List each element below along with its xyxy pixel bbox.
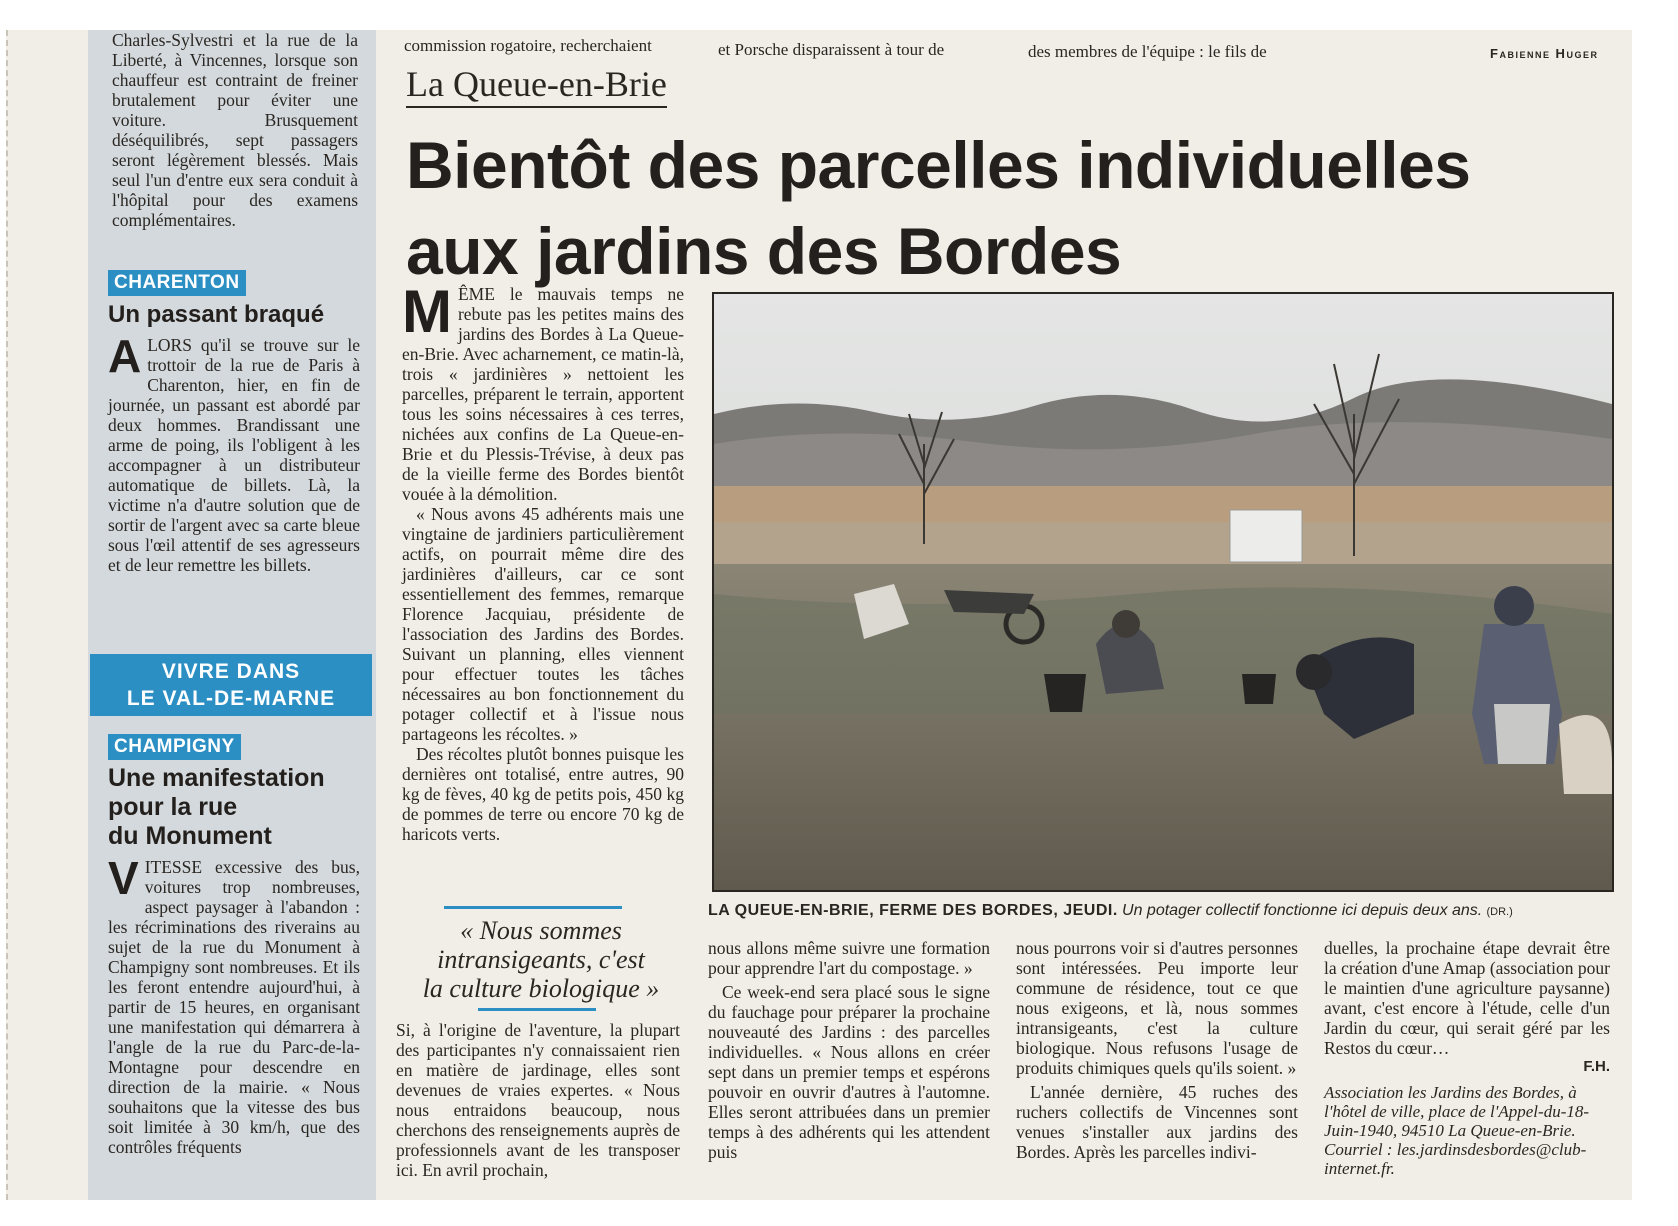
lead-dropcap: M [402,278,452,345]
pull-quote-line1: « Nous sommes [460,916,622,945]
champigny-title-line3: du Monument [108,822,272,850]
newspaper-page [6,30,1632,1200]
association-info: Association les Jardins des Bordes, à l'hôtel de ville, place de l'Appel-du-18-Juin-1940, 94510 La Queue-en-Brie. Courriel : les.jardinsdesbordes@club-internet.fr. [1324,1083,1590,1178]
charenton-title: Un passant braqué [108,301,325,328]
kicker: La Queue-en-Brie [406,64,667,108]
sidebar-intro-text: Charles-Sylvestri et la rue de la Liberté, à Vincennes, lorsque son chauffeur est contraint de freiner brutalement pour éviter une voiture. Brusquement déséquilibrés, sept passagers seront légèrement blessés. Mais seul l'un d'entre eux sera conduit à l'hôpital pour des examens complémentaires. [112,30,358,230]
caption-credit: (DR.) [1486,906,1513,918]
article-column-3 [1016,938,1298,1162]
section-banner [90,654,372,716]
charenton-dropcap: A [108,330,142,382]
top-snippet-col3: des membres de l'équipe : le fils de [1028,42,1267,61]
paragraph-3: Des récoltes plutôt bonnes puisque les dernières ont totalisé, entre autres, 90 kg de fèves, 40 kg de petits pois, 450 kg de pommes de terre ou encore 70 kg de haricots verts. [402,744,684,844]
pull-quote-line3: la culture biologique » [422,974,660,1003]
headline-line1: Bientôt des parcelles individuelles [406,128,1471,202]
charenton-text-block [108,330,360,575]
paragraph-2: « Nous avons 45 adhérents mais une vingtaine de jardiniers particulièrement actifs, on pourrait même dire des jardinières d'ailleurs, car ce sont essentiellement des femmes, remarque Florence Jacquiau, présidente de l'association des Jardins des Bordes. Suivant un planning, elles viennent pour effectuer toutes les tâches nécessaires au bon fonctionnement du potager collectif et à l'issue nous partageons les récoltes. » [402,504,684,744]
charenton-text: LORS qu'il se trouve sur le trottoir de la rue de Paris à Charenton, hier, en fin de journée, un passant est abordé par deux hommes. Brandissant une arme de poing, ils l'obligent à les accompagner à un distributeur automatique de billets. Là, la victime n'a d'autre solution que de sortir de l'argent avec sa carte bleue sous l'œil attentif de ses agresseurs et de leur remettre les billets. [108,335,360,575]
paragraph-4: Si, à l'origine de l'aventure, la plupart des participantes n'y connaissaient rien en matière de jardinage, elles sont devenues de vraies expertes. « Nous nous entraidons beaucoup, nous cherchons des renseignements auprès de professionnels avant de les transposer ici. En avril prochain, [396,1020,680,1180]
headline-line2: aux jardins des Bordes [406,214,1122,288]
byline: Fabienne Huger [1490,46,1599,61]
pull-quote [410,916,672,1003]
pull-quote-line2: intransigeants, c'est [437,945,645,974]
author-signature: F.H. [1583,1058,1610,1075]
quote-rule-top [444,906,622,909]
article-lead-column [402,278,684,844]
charenton-tag: CHARENTON [108,270,246,296]
headline [406,122,1626,294]
section-banner-line2: LE VAL-DE-MARNE [126,687,336,710]
sidebar-intro [112,30,358,230]
column4-paragraph-1: duelles, la prochaine étape devrait être la création d'une Amap (association pour le maintien d'une agriculture paysanne) avant, c'est encore à l'étude, celle d'un Jardin du cœur, qui serait géré par les Restos du cœur… [1324,938,1610,1058]
champigny-title-line2: pour la rue [108,793,238,821]
sidebar-charenton-brief [108,270,360,575]
sidebar-champigny-brief [108,734,360,1157]
column2-paragraph-2: Ce week-end sera placé sous le signe du fauchage pour préparer la prochaine nouveauté des Jardins : des parcelles individuelles. « Nous allons en créer sept dans un premier temps et espérons pouvoir en ouvrir d'autres à l'automne. Elles seront attribuées dans un premier temps à des adhérents qui les attendent puis [708,982,990,1162]
champigny-text-block [108,852,360,1157]
garden-photo-illustration [714,294,1612,890]
column3-paragraph-1: nous pourrons voir si d'autres personnes sont intéressées. Peu importe leur commune de résidence, tout ce que nous exigeons, et là, nous sommes intransigeants, c'est la culture biologique. Nous refusons l'usage de produits chimiques quels qu'ils soient. » [1016,938,1298,1078]
champigny-tag: CHAMPIGNY [108,734,241,760]
section-banner-line1: VIVRE DANS [161,660,301,683]
lead-text: ÊME le mauvais temps ne rebute pas les petites mains des jardins des Bordes à La Queue-en-Brie. Avec acharnement, ce matin-là, trois « jardinières » nettoient les parcelles, préparent le terrain, apportent tous les soins nécessaires à ces terres, nichées aux confins de La Queue-en-Brie et du Plessis-Trévise, à deux pas de la vieille ferme des Bordes bientôt vouée à la démolition. [402,284,684,504]
caption-strong: LA QUEUE-EN-BRIE, FERME DES BORDES, JEUDI. [708,902,1118,919]
top-snippet-col2: et Porsche disparaissent à tour de [718,40,945,59]
champigny-title-line1: Une manifestation [108,764,325,792]
article-column-1-bottom [396,1020,680,1180]
champigny-title [108,764,360,851]
champigny-text: ITESSE excessive des bus, voitures trop nombreuses, aspect paysager à l'abandon : les récriminations des riverains au sujet de la rue du Monument à Champigny sont nombreuses. Et ils les feront entendre aujourd'hui, à partir de 15 heures, en organisant une manifestation qui démarrera à l'angle de la rue du Parc-de-la-Montagne pour descendre en direction de la mairie. « Nous souhaitons que la vitesse des bus soit limitée à 30 km/h, que des contrôles fréquents [108,857,360,1157]
quote-rule-bottom [478,1008,596,1011]
column3-paragraph-2: L'année dernière, 45 ruches des ruchers collectifs de Vincennes sont venues s'installer aux jardins des Bordes. Après les parcelles indivi- [1016,1082,1298,1162]
column2-paragraph-1: nous allons même suivre une formation pour apprendre l'art du compostage. » [708,938,990,978]
top-snippet-col1: commission rogatoire, recherchaient [404,36,652,55]
photo-caption [708,900,1628,920]
caption-text: Un potager collectif fonctionne ici depuis deux ans. [1122,902,1483,919]
article-photo [712,292,1614,892]
champigny-dropcap: V [108,852,139,904]
lead-paragraph [402,278,684,504]
article-column-2 [708,938,990,1162]
article-column-4 [1324,938,1610,1178]
